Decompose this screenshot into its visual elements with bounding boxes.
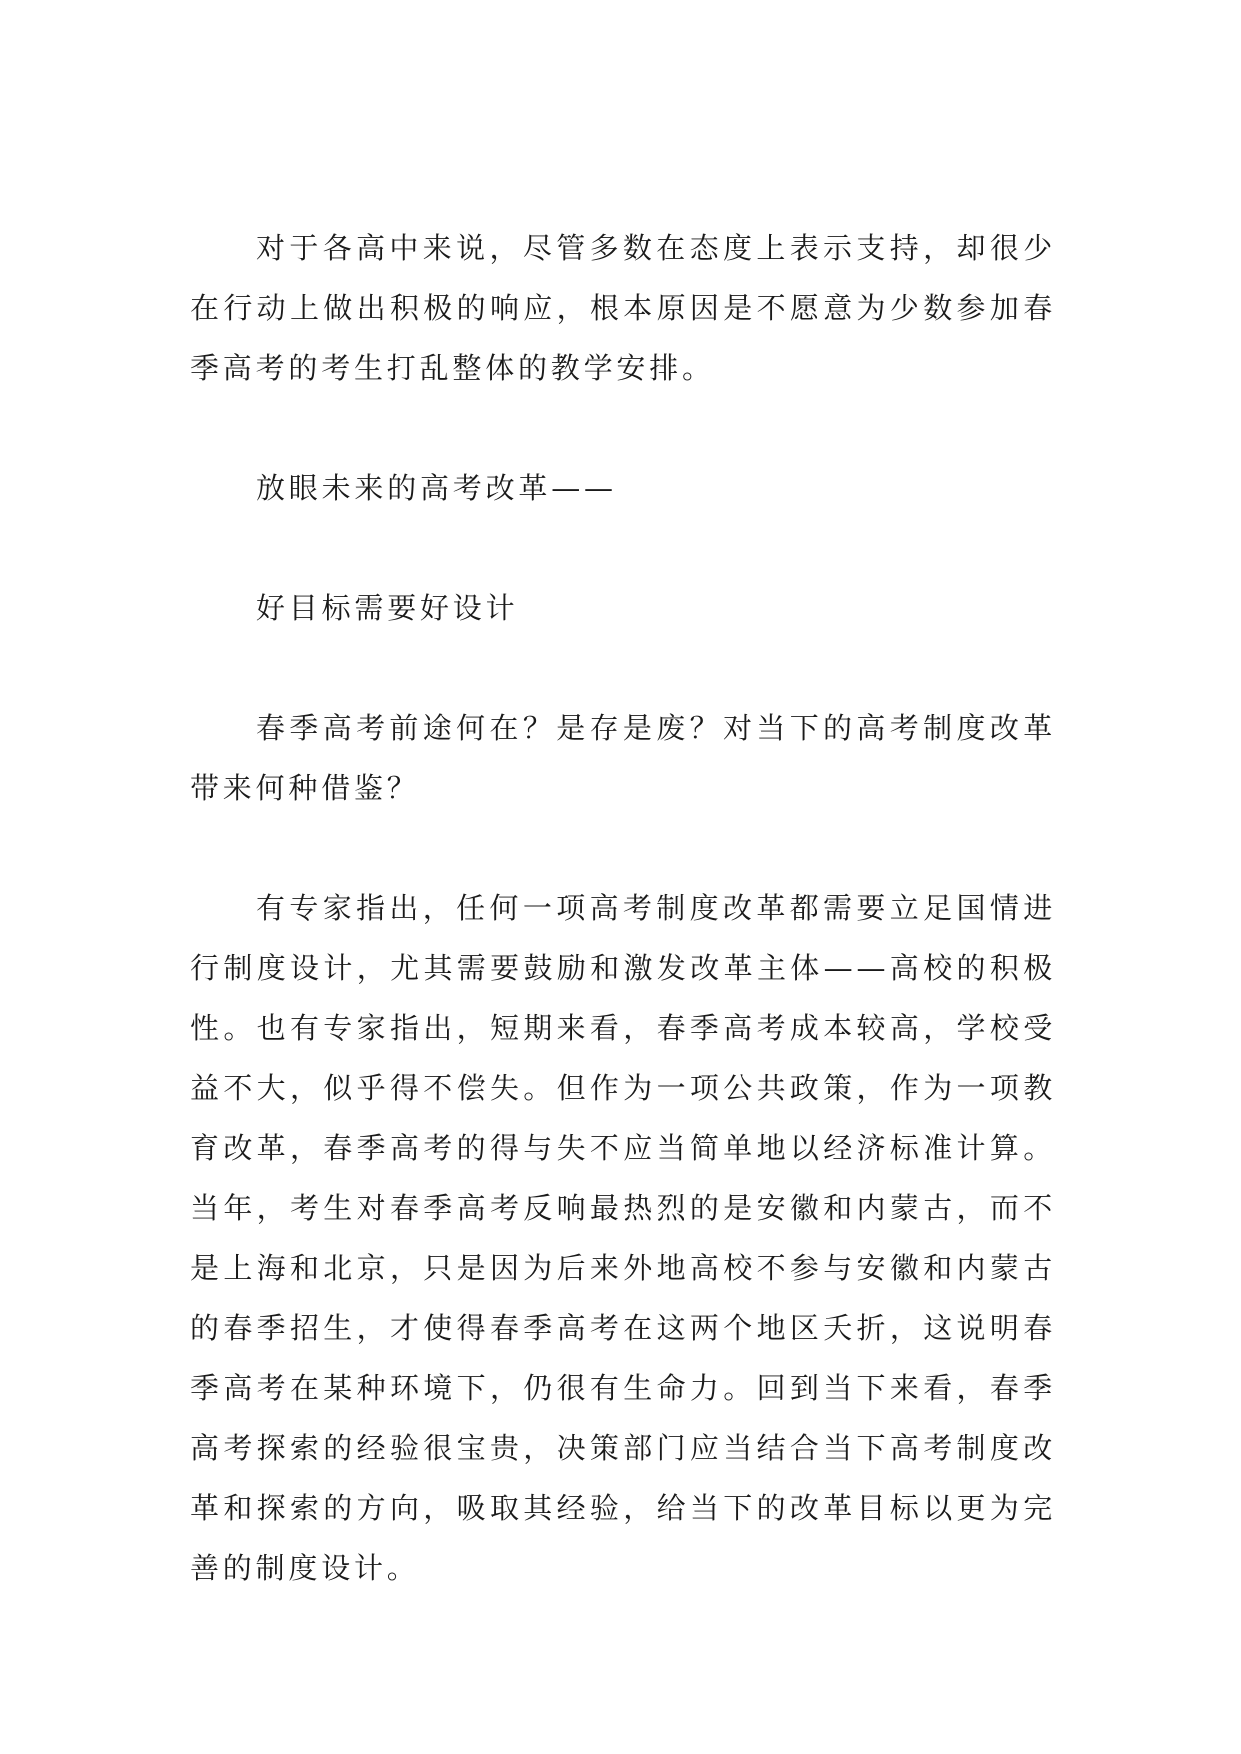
- section-heading-future-reform: 放眼未来的高考改革——: [256, 471, 617, 505]
- paragraph-expert-opinions: 有专家指出，任何一项高考制度改革都需要立足国情进行制度设计，尤其需要鼓励和激发改革主体——高校的积极性。也有专家指出，短期来看，春季高考成本较高，学校受益不大，似乎得不偿失。但作为一项公共政策，作为一项教育改革，春季高考的得与失不应当简单地以经济标准计算。当年，考生对春季高考反响最热烈的是安徽和内蒙古，而不是上海和北京，只是因为后来外地高校不参与安徽和内蒙古的春季招生，才使得春季高考在这两个地区夭折，这说明春季高考在某种环境下，仍很有生命力。回到当下来看，春季高考探索的经验很宝贵，决策部门应当结合当下高考制度改革和探索的方向，吸取其经验，给当下的改革目标以更为完善的制度设计。: [190, 891, 1056, 1585]
- paragraph-high-school-response: 对于各高中来说，尽管多数在态度上表示支持，却很少在行动上做出积极的响应，根本原因是不愿意为少数参加春季高考的考生打乱整体的教学安排。: [190, 231, 1056, 385]
- section-subheading-good-design: 好目标需要好设计: [256, 591, 519, 625]
- document-body: [190, 218, 1056, 1598]
- paragraph-spring-exam-questions: 春季高考前途何在？是存是废？对当下的高考制度改革带来何种借鉴？: [190, 711, 1056, 805]
